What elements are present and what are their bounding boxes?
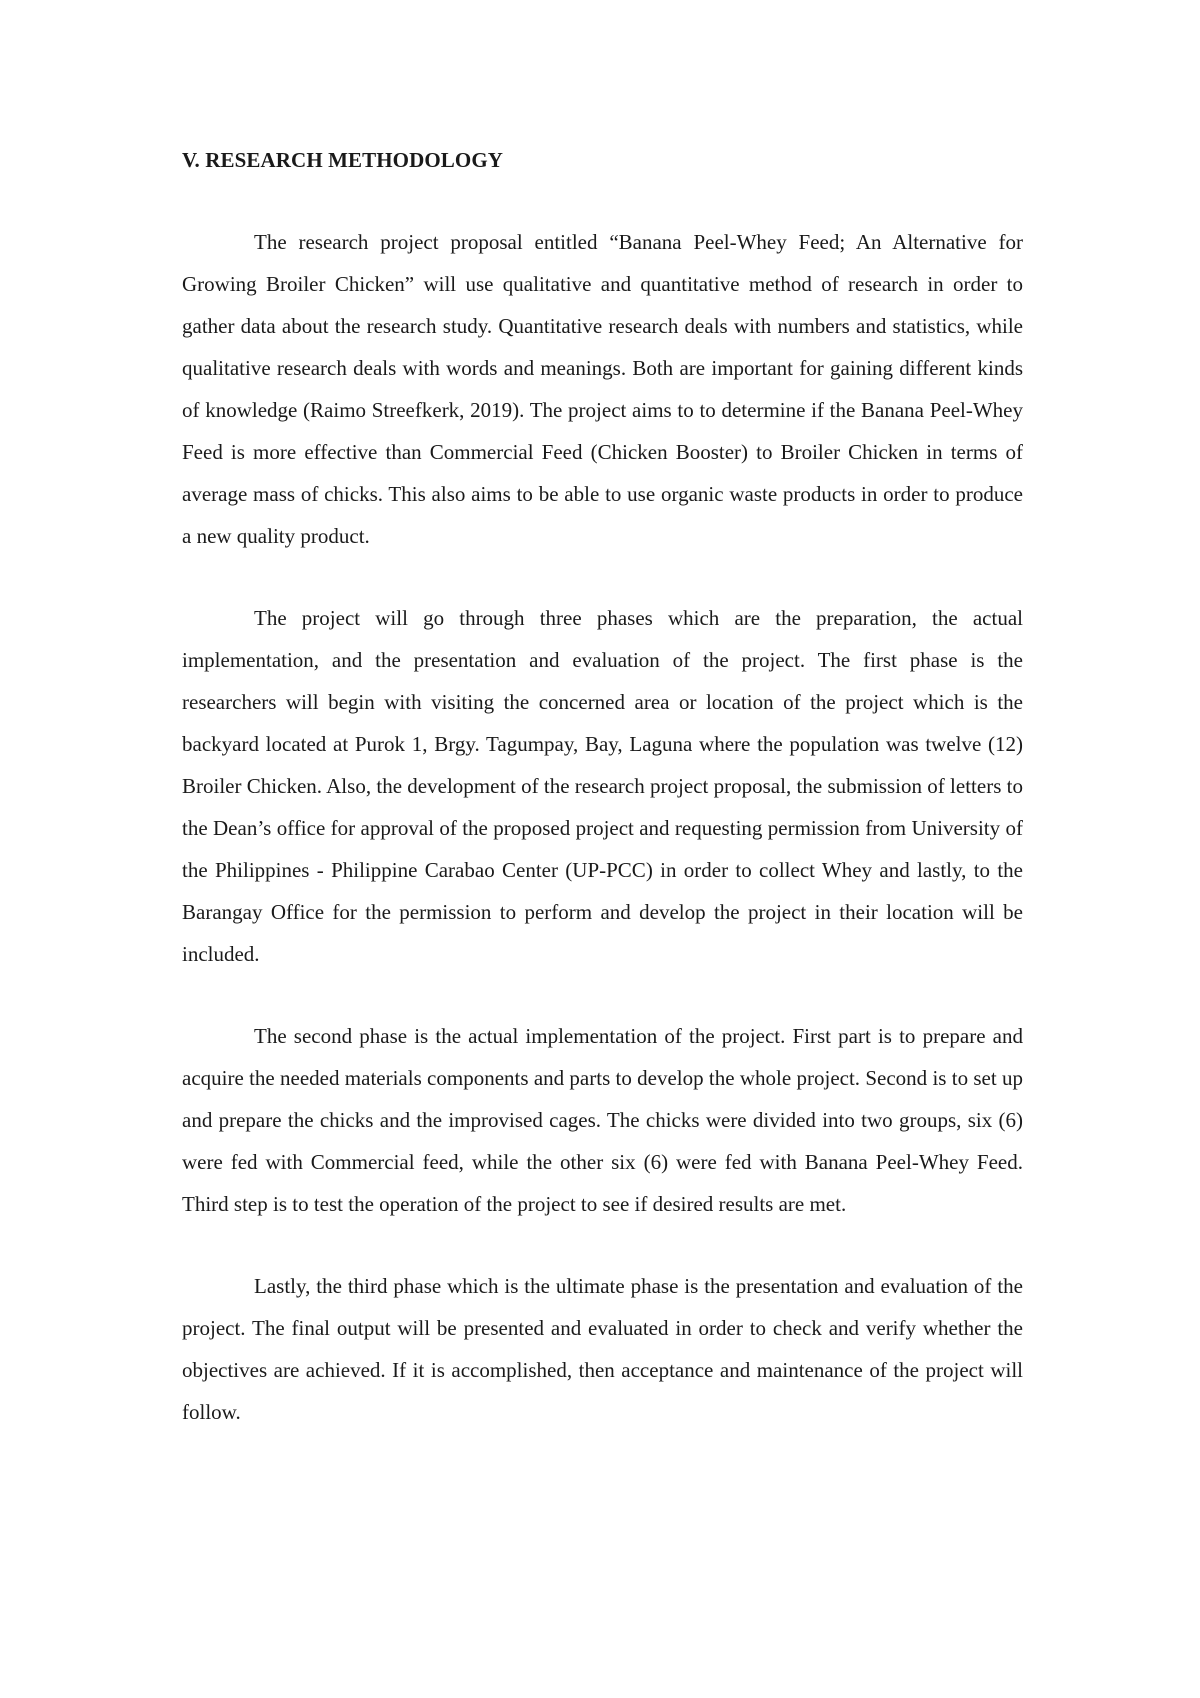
section-heading: V. RESEARCH METHODOLOGY bbox=[182, 148, 504, 172]
page-content bbox=[182, 143, 1023, 1433]
paragraph-methodology-intro: The research project proposal entitled “Banana Peel-Whey Feed; An Alternative for Growing Broiler Chicken” will use qualitative and quantitative method of research in order to gather data about the research study. Quantitative research deals with numbers and statistics, while qualitative research deals with words and meanings. Both are important for gaining different kinds of knowledge (Raimo Streefkerk, 2019). The project aims to to determine if the Banana Peel-Whey Feed is more effective than Commercial Feed (Chicken Booster) to Broiler Chicken in terms of average mass of chicks. This also aims to be able to use organic waste products in order to produce a new quality product. bbox=[182, 230, 1023, 548]
paragraph-second-phase: The second phase is the actual implementation of the project. First part is to prepare and acquire the needed materials components and parts to develop the whole project. Second is to set up and prepare the chicks and the improvised cages. The chicks were divided into two groups, six (6) were fed with Commercial feed, while the other six (6) were fed with Banana Peel-Whey Feed. Third step is to test the operation of the project to see if desired results are met. bbox=[182, 1024, 1023, 1216]
paragraph-first-phase: The project will go through three phases which are the preparation, the actual implementation, and the presentation and evaluation of the project. The first phase is the researchers will begin with visiting the concerned area or location of the project which is the backyard located at Purok 1, Brgy. Tagumpay, Bay, Laguna where the population was twelve (12) Broiler Chicken. Also, the development of the research project proposal, the submission of letters to the Dean’s office for approval of the proposed project and requesting permission from University of the Philippines - Philippine Carabao Center (UP-PCC) in order to collect Whey and lastly, to the Barangay Office for the permission to perform and develop the project in their location will be included. bbox=[182, 606, 1023, 966]
paragraph-third-phase: Lastly, the third phase which is the ultimate phase is the presentation and evaluation of the project. The final output will be presented and evaluated in order to check and verify whether the objectives are achieved. If it is accomplished, then acceptance and maintenance of the project will follow. bbox=[182, 1274, 1023, 1424]
